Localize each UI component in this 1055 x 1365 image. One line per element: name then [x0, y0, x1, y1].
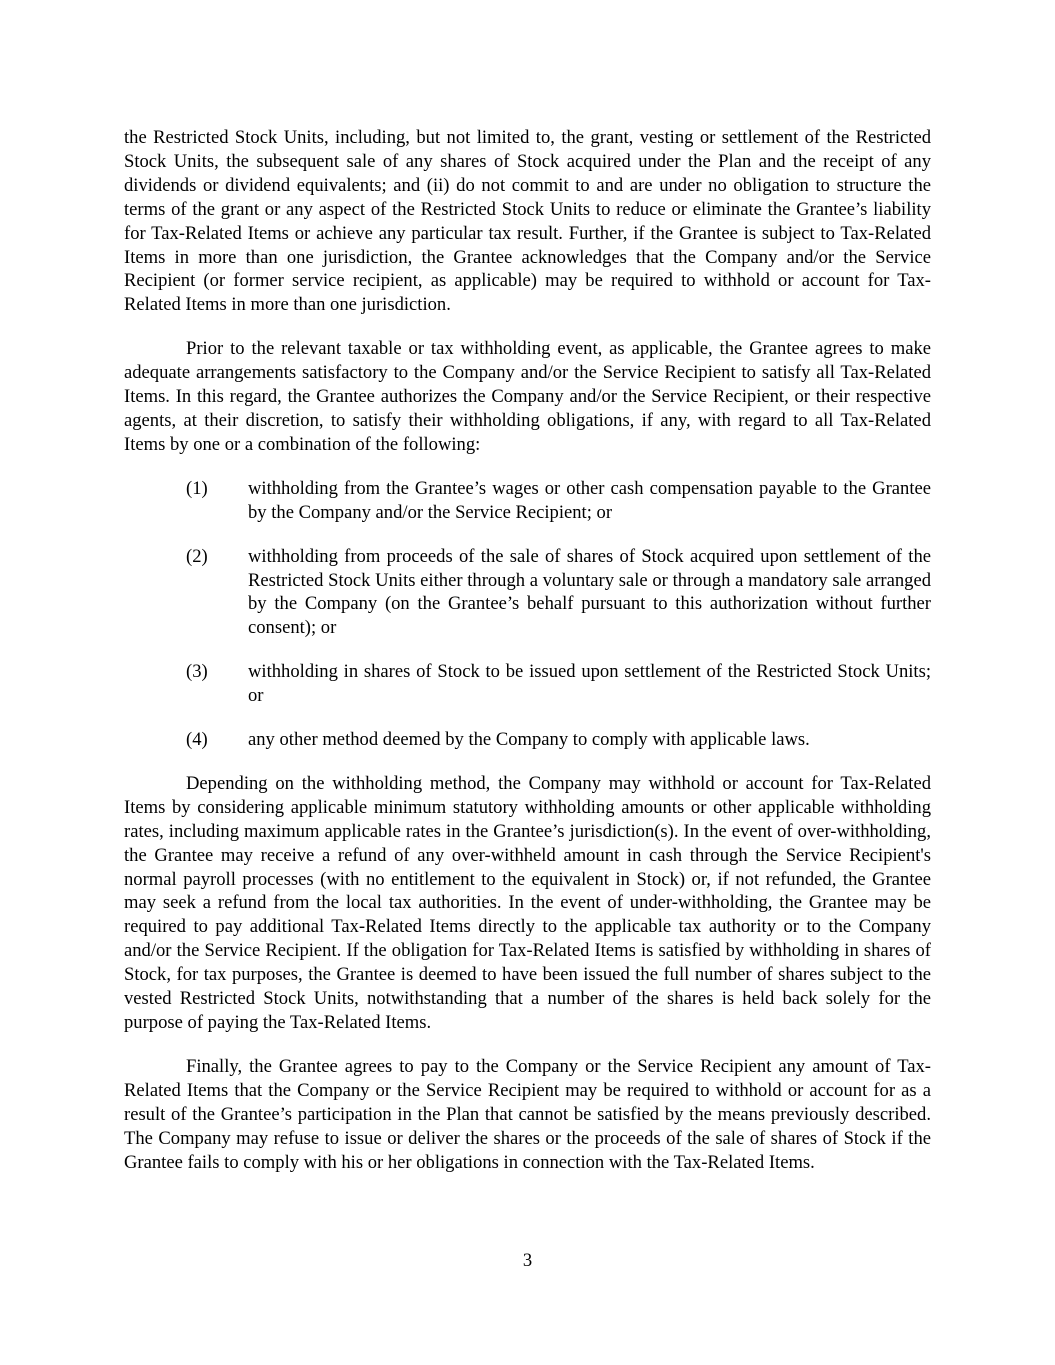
- list-item: [124, 477, 931, 525]
- list-item-text: withholding in shares of Stock to be issued upon settlement of the Restricted Stock Units; or: [248, 661, 931, 707]
- list-item: [124, 545, 931, 641]
- list-item-text: withholding from the Grantee’s wages or other cash compensation payable to the Grantee by the Company and/or the Service Recipient; or: [248, 477, 931, 523]
- list-item-number: (1): [186, 477, 208, 499]
- list-item: [124, 660, 931, 708]
- paragraph-withholding-method: Depending on the withholding method, the Company may withhold or account for Tax-Related Items by considering applicable minimum statutory withholding amounts or other applicable withholding rates, including maximum applicable rates in the Grantee’s jurisdiction(s). In the event of over-withholding, the Grantee may receive a refund of any over-withheld amount in cash through the Service Recipient's normal payroll processes (with no entitlement to the equivalent in Stock) or, if not refunded, the Grantee may seek a refund from the local tax authorities. In the event of under-withholding, the Grantee may be required to pay additional Tax-Related Items directly to the applicable tax authority or to the Company and/or the Service Recipient. If the obligation for Tax-Related Items is satisfied by withholding in shares of Stock, for tax purposes, the Grantee is deemed to have been issued the full number of shares subject to the vested Restricted Stock Units, notwithstanding that a number of the shares is held back solely for the purpose of paying the Tax-Related Items.: [124, 772, 931, 1033]
- paragraph-continuation: the Restricted Stock Units, including, but not limited to, the grant, vesting or settlement of the Restricted Stock Units, the subsequent sale of any shares of Stock acquired under the Plan and the receipt of any dividends or dividend equivalents; and (ii) do not commit to and are under no obligation to structure the terms of the grant or any aspect of the Restricted Stock Units to reduce or eliminate the Grantee’s liability for Tax-Related Items or achieve any particular tax result. Further, if the Grantee is subject to Tax-Related Items in more than one jurisdiction, the Grantee acknowledges that the Company and/or the Service Recipient (or former service recipient, as applicable) may be required to withhold or account for Tax-Related Items in more than one jurisdiction.: [124, 127, 931, 316]
- paragraph-arrangements: Prior to the relevant taxable or tax withholding event, as applicable, the Grantee agrees to make adequate arrangements satisfactory to the Company and/or the Service Recipient to satisfy all Tax-Related Items. In this regard, the Grantee authorizes the Company and/or the Service Recipient, or their respective agents, at their discretion, to satisfy their withholding obligations, if any, with regard to all Tax-Related Items by one or a combination of the following:: [124, 338, 931, 455]
- paragraph-finally: Finally, the Grantee agrees to pay to the Company or the Service Recipient any amount of Tax-Related Items that the Company or the Service Recipient may be required to withhold or account for as a result of the Grantee’s participation in the Plan that cannot be satisfied by the means previously described. The Company may refuse to issue or deliver the shares or the proceeds of the sale of shares of Stock if the Grantee fails to comply with his or her obligations in connection with the Tax-Related Items.: [124, 1055, 931, 1173]
- list-item-text: withholding from proceeds of the sale of shares of Stock acquired upon settlement of the Restricted Stock Units either through a voluntary sale or through a mandatory sale arranged by the Company (on the Grantee’s behalf pursuant to this authorization without further consent); or: [248, 545, 931, 639]
- page-number: 3: [522, 1250, 533, 1271]
- list-item-text: any other method deemed by the Company to comply with applicable laws.: [248, 729, 810, 751]
- list-item: [124, 728, 931, 752]
- list-item-number: (4): [186, 729, 208, 751]
- list-item-number: (2): [186, 545, 208, 567]
- list-item-number: (3): [186, 661, 208, 683]
- document-body: [124, 126, 931, 1174]
